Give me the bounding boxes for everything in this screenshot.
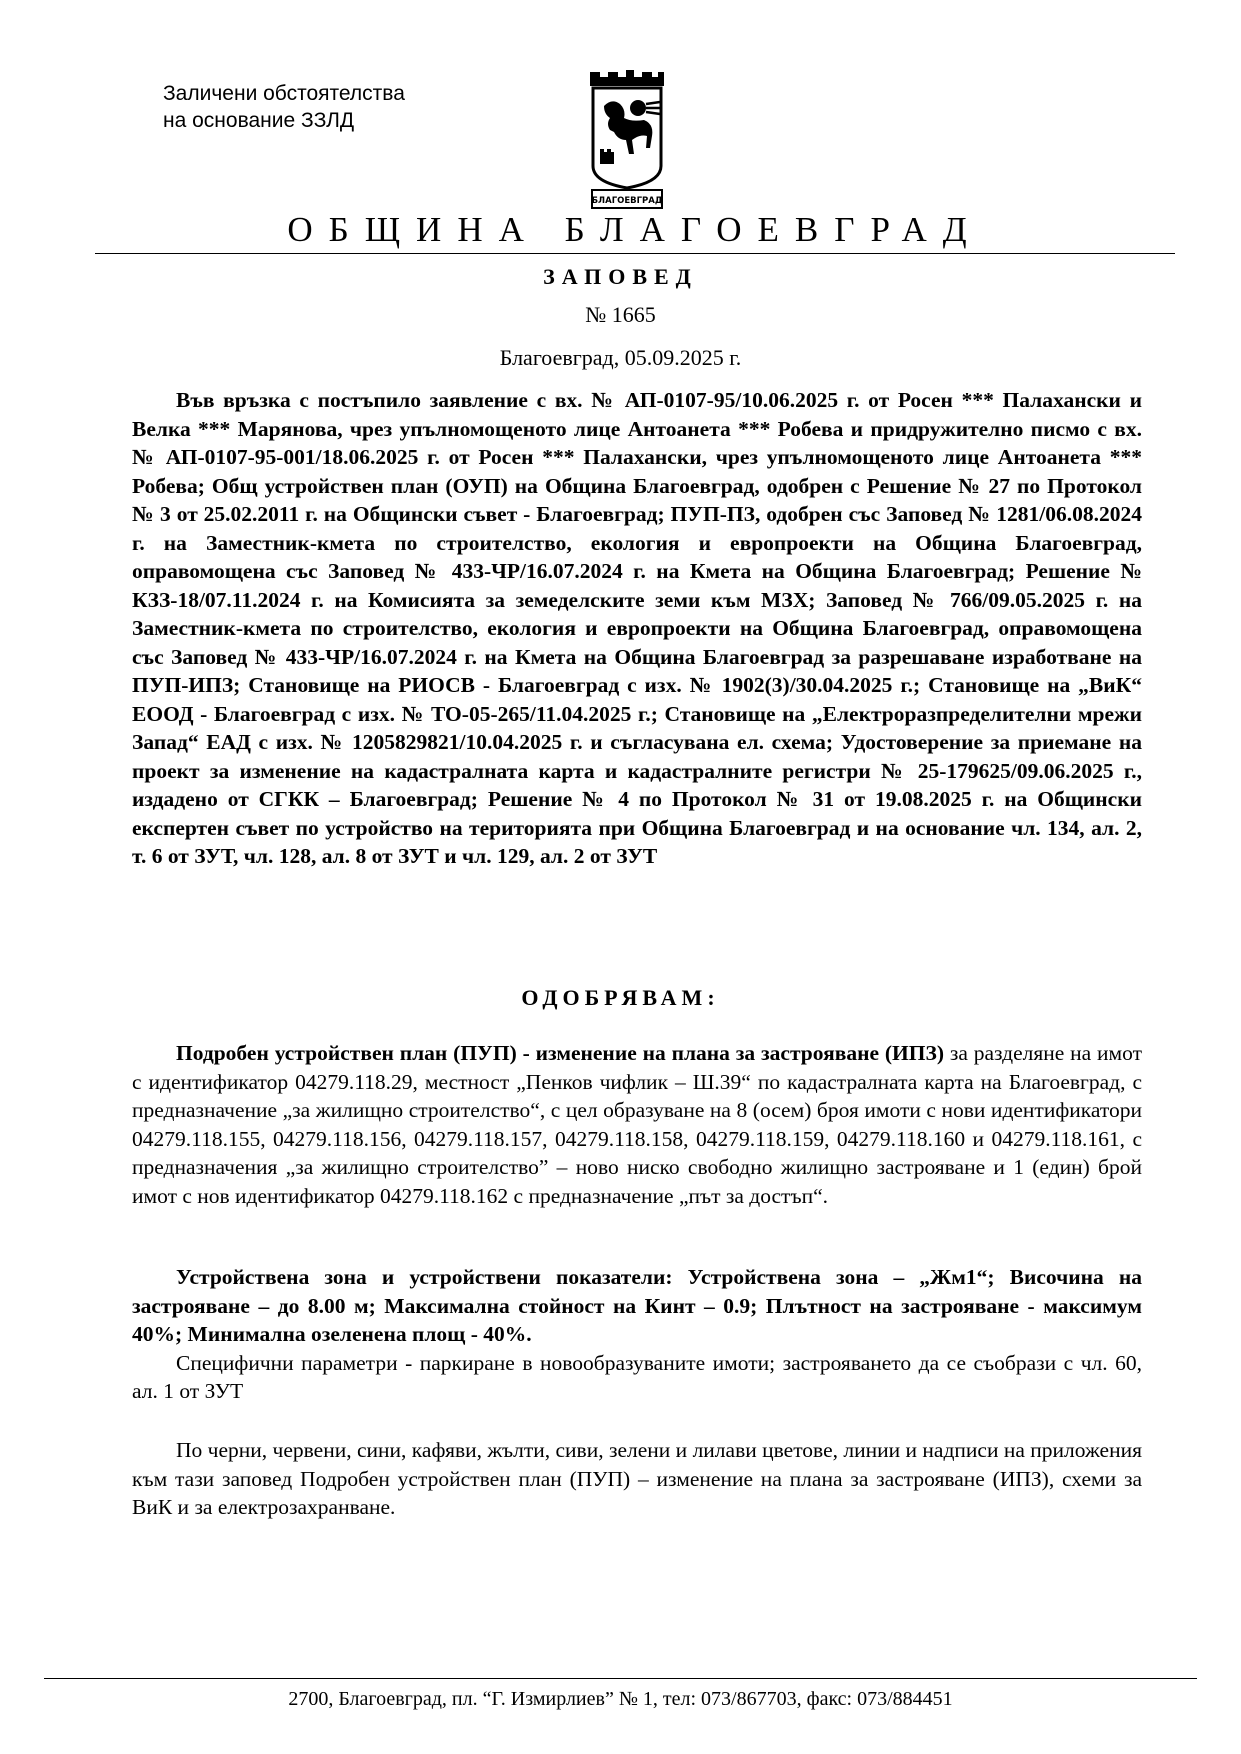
closing-text: По черни, червени, сини, кафяви, жълти, сиви, зелени и лилави цветове, линии и надписи на приложения към тази заповед Подробен устройствен план (ПУП) – изменение на плана за застрояване (ИПЗ), схеми за ВиК и за електрозахранване. xyxy=(132,1438,1142,1519)
municipality-title: ОБЩИНА БЛАГОЕВГРАД xyxy=(287,210,983,249)
order-place-date: Благоевград, 05.09.2025 г. xyxy=(499,345,742,370)
order-number: № 1665 xyxy=(585,302,656,327)
plan-paragraph xyxy=(132,1039,1142,1210)
privacy-notice-line-2: на основание ЗЗЛД xyxy=(163,109,355,132)
privacy-notice-line-1: Заличени обстоятелства xyxy=(163,82,405,105)
municipality-crest-logo xyxy=(586,70,666,210)
footer-address: 2700, Благоевград, пл. “Г. Измирлиев” № 1, тел: 073/867703, факс: 073/884451 xyxy=(288,1688,953,1710)
order-title: ЗАПОВЕД xyxy=(543,264,698,289)
preamble-section xyxy=(132,386,1142,871)
crest-label: БЛАГОЕВГРАД xyxy=(591,196,663,206)
footer-divider xyxy=(44,1678,1197,1679)
plan-title: Подробен устройствен план (ПУП) - изменение на плана за застрояване (ИПЗ) xyxy=(176,1041,944,1065)
plan-section xyxy=(132,1039,1142,1210)
plan-text: за разделяне на имот с идентификатор 04279.118.29, местност „Пенков чифлик – Ш.39“ по кадастралната карта на Благоевград, с предназначение „за жилищно строителство“, с цел образуване на 8 (осем) броя имоти с нови идентификатори 04279.118.155, 04279.118.156, 04279.118.157, 04279.118.158, 04279.118.159, 04279.118.160 и 04279.118.161, с предназначения „за жилищно строителство” – ново ниско свободно жилищно застрояване и 1 (един) брой имот с нов идентификатор 04279.118.162 с предназначение „път за достъп“. xyxy=(132,1041,1143,1208)
zone-indicators: Устройствена зона и устройствени показатели: Устройствена зона – „Жм1“; Височина на застрояване – до 8.00 м; Максимална стойност на Кинт – 0.9; Плътност на застрояване - максимум 40%; Минимална озеленена площ - 40%. xyxy=(132,1265,1142,1346)
preamble-text: Във връзка с постъпило заявление с вх. № АП-0107-95/10.06.2025 г. от Росен *** Палахански и Велка *** Марянова, чрез упълномощеното лице Антоанета *** Робева и придружително писмо с вх. № АП-0107-95-001/18.06.2025 г. от Росен *** Палахански, чрез упълномощеното лице Антоанета *** Робева; Общ устройствен план (ОУП) на Община Благоевград, одобрен с Решение № 27 по Протокол № 3 от 25.02.2011 г. на Общински съвет - Благоевград; ПУП-ПЗ, одобрен със Заповед № 1281/06.08.2024 г. на Заместник-кмета по строителство, екология и европроекти на Община Благоевград, оправомощена със Заповед № 433-ЧР/16.07.2024 г. на Кмета на Община Благоевград; Решение № КЗЗ-18/07.11.2024 г. на Комисията за земеделските земи към МЗХ; Заповед № 766/09.05.2025 г. на Заместник-кмета по строителство, екология и европроекти на Община Благоевград, оправомощена със Заповед № 433-ЧР/16.07.2024 г. на Кмета на Община Благоевград за разрешаване изработване на ПУП-ИПЗ; Становище на РИОСВ - Благоевград с изх. № 1902(3)/30.04.2025 г.; Становище на „ВиК“ ЕООД - Благоевград с изх. № ТО-05-265/11.04.2025 г.; Становище на „Електроразпределителни мрежи Запад“ ЕАД с изх. № 1205829821/10.04.2025 г. и съгласувана ел. схема; Удостоверение за приемане на проект за изменение на кадастралната карта и кадастралните регистри № 25-179625/09.06.2025 г., издадено от СГКК – Благоевград; Решение № 4 по Протокол № 31 от 19.08.2025 г. на Общински експертен съвет по устройство на територията при Община Благоевград и на основание чл. 134, ал. 2, т. 6 от ЗУТ, чл. 128, ал. 8 от ЗУТ и чл. 129, ал. 2 от ЗУТ xyxy=(132,388,1142,868)
privacy-notice xyxy=(163,80,405,134)
zone-section xyxy=(132,1263,1142,1406)
header-divider xyxy=(95,253,1175,254)
approve-heading: ОДОБРЯВАМ: xyxy=(521,985,720,1010)
closing-section xyxy=(132,1436,1142,1522)
zone-specific-parameters: Специфични параметри - паркиране в новообразуваните имоти; застрояването да се съобрази с чл. 60, ал. 1 от ЗУТ xyxy=(132,1350,1142,1403)
